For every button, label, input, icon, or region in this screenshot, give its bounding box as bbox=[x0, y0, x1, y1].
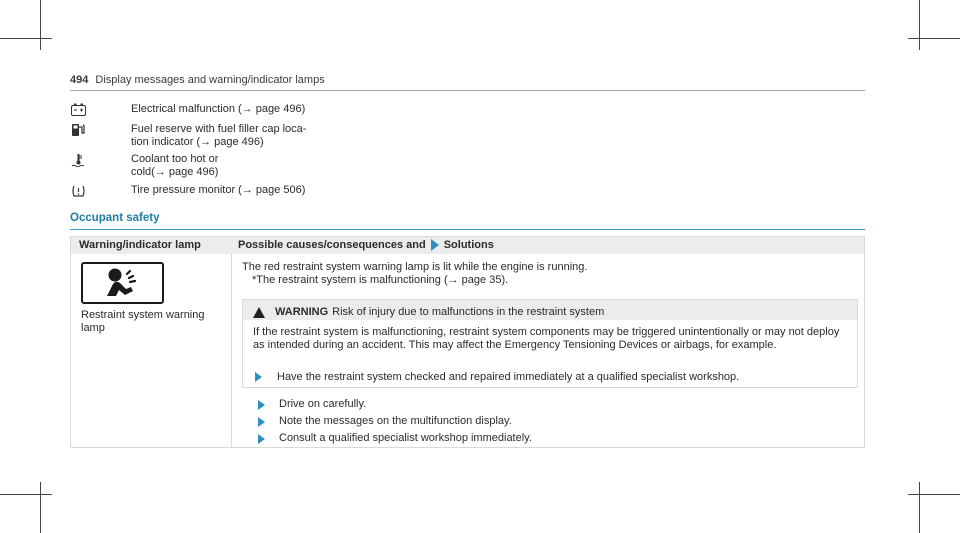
crop-mark bbox=[919, 0, 920, 50]
lamp-text-line: tion indicator (→ page 496) bbox=[131, 136, 264, 148]
solution-arrow-icon bbox=[431, 239, 439, 251]
solution-step-text: Note the messages on the multifunction display. bbox=[279, 415, 512, 427]
page-header-title: Display messages and warning/indicator lamps bbox=[95, 74, 325, 86]
warning-body: If the restraint system is malfunctioning, restraint system components may be triggered unintentionally or may not deploy as intended during an accident. This may affect the Emergency Tensioning Devices or airbags, for example. bbox=[253, 326, 840, 351]
crop-mark bbox=[0, 494, 52, 495]
solution-step bbox=[258, 398, 366, 411]
solution-step bbox=[258, 432, 532, 445]
warning-headline: Risk of injury due to malfunctions in the restraint system bbox=[332, 306, 605, 318]
column-divider bbox=[231, 254, 232, 447]
lamp-text: Electrical malfunction (→ page 496) bbox=[131, 103, 306, 115]
lamp-text-line: Coolant too hot or bbox=[131, 153, 219, 165]
header-rule bbox=[70, 90, 865, 91]
crop-mark bbox=[0, 38, 52, 39]
table-header bbox=[71, 237, 864, 254]
warning-triangle-icon bbox=[253, 307, 265, 318]
cause-line: *The restraint system is malfunctioning (→ page 35). bbox=[252, 274, 509, 286]
column-header-causes bbox=[238, 239, 494, 251]
column-header-lamp: Warning/indicator lamp bbox=[79, 239, 201, 251]
lamp-text-line: Fuel reserve with fuel filler cap loca- bbox=[131, 123, 307, 135]
page-header bbox=[70, 74, 325, 86]
step-arrow-icon bbox=[258, 400, 265, 410]
warning-step-text: Have the restraint system checked and repaired immediately at a qualified specialist workshop. bbox=[277, 371, 740, 383]
lamp-text-line: cold(→ page 496) bbox=[131, 166, 219, 178]
page-number: 494 bbox=[70, 74, 89, 86]
warning-lamp-table bbox=[70, 236, 865, 448]
lamp-text: Tire pressure monitor (→ page 506) bbox=[131, 184, 306, 196]
fuel-pump-icon bbox=[71, 128, 86, 140]
column-header-suffix: Solutions bbox=[443, 239, 494, 251]
warning-label: WARNING bbox=[275, 306, 329, 318]
crop-mark bbox=[908, 494, 960, 495]
lamp-label: Restraint system warning lamp bbox=[81, 309, 205, 334]
warning-step bbox=[277, 371, 739, 384]
warning-header bbox=[243, 300, 857, 320]
step-arrow-icon bbox=[258, 434, 265, 444]
solution-step-text: Drive on carefully. bbox=[279, 398, 367, 410]
solution-step bbox=[258, 415, 512, 428]
coolant-temperature-icon bbox=[71, 158, 86, 170]
crop-mark bbox=[919, 482, 920, 533]
step-arrow-icon bbox=[255, 372, 262, 382]
lamp-row-electrical bbox=[70, 103, 400, 119]
tire-pressure-icon bbox=[71, 189, 86, 201]
section-title: Occupant safety bbox=[70, 212, 160, 224]
lamp-row-fuel bbox=[70, 123, 400, 149]
step-arrow-icon bbox=[258, 417, 265, 427]
solution-step-text: Consult a qualified specialist workshop immediately. bbox=[279, 432, 532, 444]
battery-icon bbox=[71, 107, 86, 119]
lamp-row-coolant bbox=[70, 153, 400, 179]
airbag-passenger-icon bbox=[81, 262, 164, 304]
cause-text bbox=[242, 261, 857, 287]
cause-line: The red restraint system warning lamp is lit while the engine is running. bbox=[242, 261, 588, 273]
crop-mark bbox=[908, 38, 960, 39]
column-header-prefix: Possible causes/consequences and bbox=[238, 239, 426, 251]
section-rule bbox=[70, 229, 865, 230]
crop-mark bbox=[40, 0, 41, 50]
warning-box bbox=[242, 299, 858, 388]
crop-mark bbox=[40, 482, 41, 533]
lamp-row-tire bbox=[70, 184, 400, 201]
